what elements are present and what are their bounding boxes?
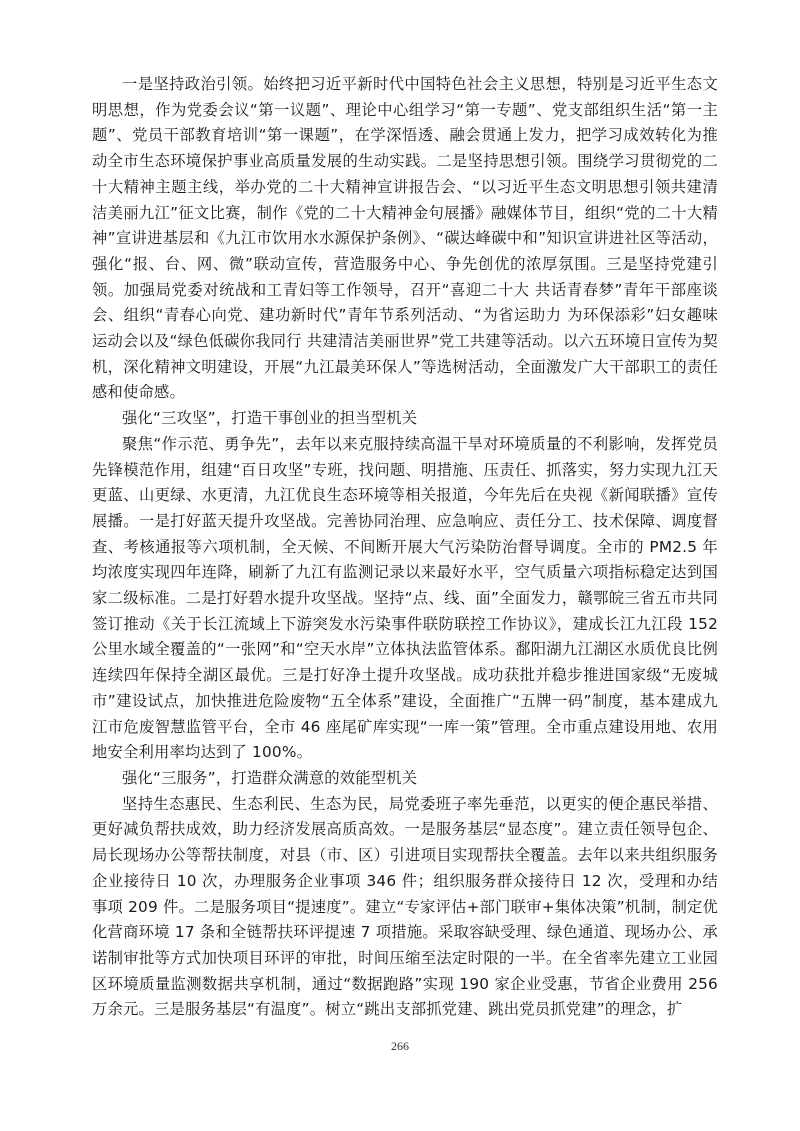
paragraph-three-tackling: 聚焦“作示范、勇争先”，去年以来克服持续高温干旱对环境质量的不利影响，发挥党员先锋模范作用，组建“百日攻坚”专班，找问题、明措施、压责任、抓落实，努力实现九江天更蓝、山更绿、水更清，九江优良生态环境等相关报道，今年先后在央视《新闻联播》宣传展播。一是打好蓝天提升攻坚战。完善协同治理、应急响应、责任分工、技术保障、调度督查、考核通报等六项机制，全天候、不间断开展大气污染防治督导调度。全市的 PM2.5 年均浓度实现四年连降，刷新了九江有监测记录以来最好水平，空气质量六项指标稳定达到国家二级标准。二是打好碧水提升攻坚战。坚持“点、线、面”全面发力，赣鄂皖三省五市共同签订推动《关于长江流域上下游突发水污染事件联防联控工作协议》，建成长江九江段 152 公里水域全覆盖的“一张网”和“空天水岸”立体执法监管体系。鄱阳湖九江湖区水质优良比例连续四年保持全湖区最优。三是打好净土提升攻坚战。成功获批并稳步推进国家级“无废城市”建设试点，加快推进危险废物“五全体系”建设，全面推广“五牌一码”制度，基本建成九江市危废智慧监管平台，全市 46 座尾矿库实现“一库一策”管理。全市重点建设用地、农用地安全利用率均达到了 100%。 bbox=[92, 434, 718, 762]
paragraph-political-leadership: 一是坚持政治引领。始终把习近平新时代中国特色社会主义思想，特别是习近平生态文明思想，作为党委会议“第一议题”、理论中心组学习“第一专题”、党支部组织生活“第一主题”、党员干部教育培训“第一课题”，在学深悟透、融会贯通上发力，把学习成效转化为推动全市生态环境保护事业高质量发展的生动实践。二是坚持思想引领。围绕学习贯彻党的二十大精神主题主线，举办党的二十大精神宣讲报告会、“以习近平生态文明思想引领共建清洁美丽九江”征文比赛，制作《党的二十大精神金句展播》融媒体节目，组织“党的二十大精神”宣讲进基层和《九江市饮用水水源保护条例》、“碳达峰碳中和”知识宣讲进社区等活动，强化“报、台、网、微”联动宣传，营造服务中心、争先创优的浓厚氛围。三是坚持党建引领。加强局党委对统战和工青妇等工作领导，召开“喜迎二十大 共话青春梦”青年干部座谈会、组织“青春心向党、建功新时代”青年节系列活动、“为省运助力 为环保添彩”妇女趣味运动会以及“绿色低碳你我同行 共建清洁美丽世界”党工共建等活动。以六五环境日宣传为契机，深化精神文明建设，开展“九江最美环保人”等选树活动，全面激发广大干部职工的责任感和使命感。 bbox=[92, 75, 718, 402]
section-heading-three-services: 强化“三服务”，打造群众满意的效能型机关 bbox=[122, 768, 418, 787]
page-number: 266 bbox=[391, 1039, 409, 1053]
section-heading-three-tackling: 强化“三攻坚”，打造干事创业的担当型机关 bbox=[122, 409, 418, 428]
paragraph-three-services: 坚持生态惠民、生态利民、生态为民，局党委班子率先垂范，以更实的便企惠民举措、更好减负帮扶成效，助力经济发展高质高效。一是服务基层“显态度”。建立责任领导包企、局长现场办公等帮扶制度，对县（市、区）引进项目实现帮扶全覆盖。去年以来共组织服务企业接待日 10 次，办理服务企业事项 346 件；组织服务群众接待日 12 次，受理和办结事项 209 件。二是服务项目“提速度”。建立“专家评估+部门联审+集体决策”机制，制定优化营商环境 17 条和全链帮扶环评提速 7 项措施。采取容缺受理、绿色通道、现场办公、承诺制审批等方式加快项目环评的审批，时间压缩至法定时限的一半。在全省率先建立工业园区环境质量监测数据共享机制，通过“数据跑路”实现 190 家企业受惠，节省企业费用 256 万余元。三是服务基层“有温度”。树立“跳出支部抓党建、跳出党员抓党建”的理念，扩 bbox=[92, 794, 718, 1019]
document-body bbox=[92, 72, 718, 1023]
